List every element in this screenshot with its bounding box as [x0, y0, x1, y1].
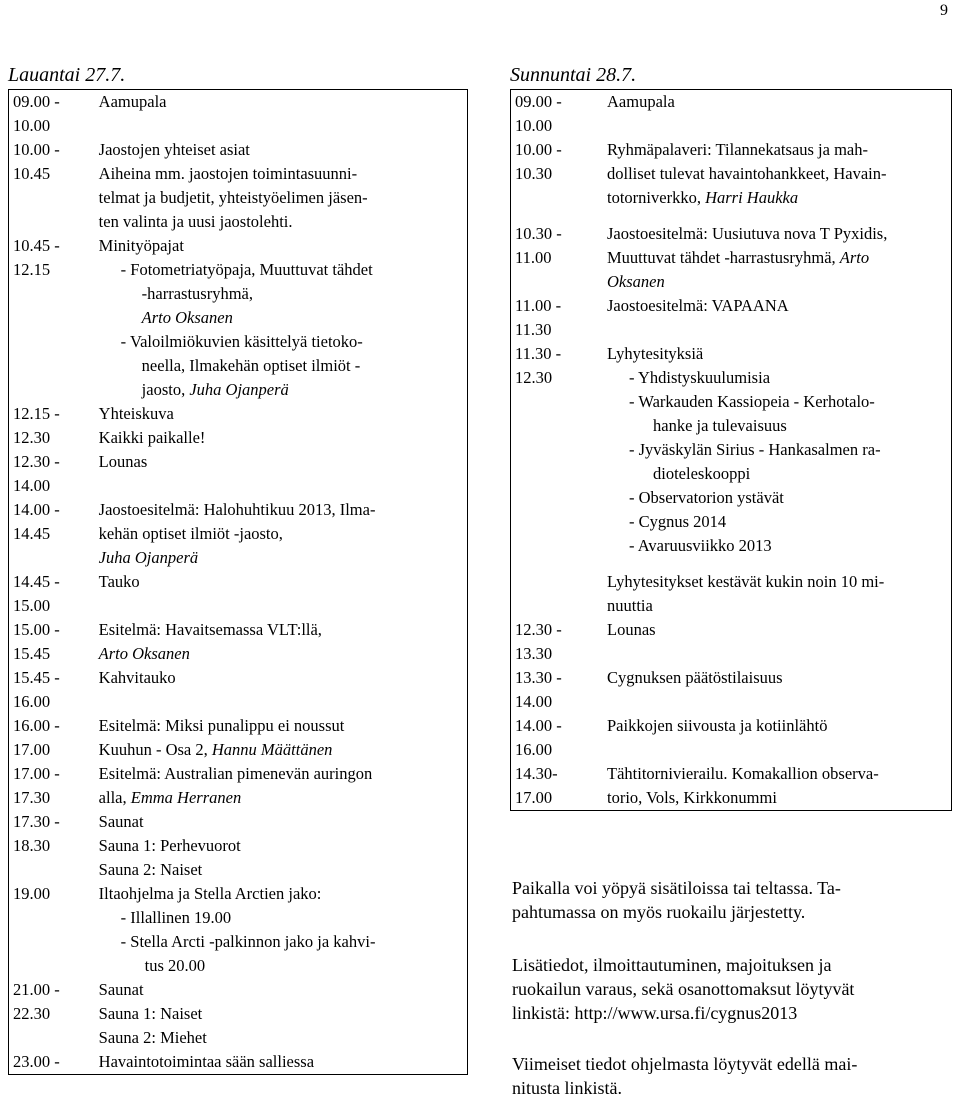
- program-line: Lounas: [98, 452, 148, 471]
- time-cell: 10.00 - 10.30: [515, 140, 562, 183]
- saturday-heading: Lauantai 27.7.: [8, 64, 126, 86]
- sunday-schedule: [510, 63, 955, 811]
- schedule-row: [9, 1050, 468, 1075]
- program-line: Esitelmä: Miksi punalippu ei noussut: [98, 716, 345, 735]
- schedule-row: [9, 90, 468, 139]
- program-cell: [95, 498, 468, 570]
- program-line: - Observatorion ystävät: [629, 488, 784, 507]
- schedule-row: [511, 138, 952, 222]
- time-cell: 13.30 - 14.00: [515, 668, 562, 711]
- speaker-name: Hannu Määttänen: [211, 740, 333, 759]
- schedule-row: [9, 570, 468, 618]
- program-text: Kuuhun - Osa 2,: [98, 740, 212, 759]
- time-cell: 17.00 - 17.30: [13, 764, 60, 807]
- time-cell: 09.00 - 10.00: [515, 92, 562, 135]
- program-line: Minityöpajat: [98, 236, 184, 255]
- program-cell: [95, 450, 468, 498]
- time-cell: 14.30- 17.00: [515, 764, 558, 807]
- note-text: Lisätiedot, ilmoittautuminen, majoituksen ja ruokailun varaus, sekä osanottomaksut löytyvät linkistä: http://www.ursa.fi/cygnus2013: [512, 955, 855, 1023]
- time-cell: 10.30 - 11.00: [515, 224, 562, 267]
- time-cell: 15.00 - 15.45: [13, 620, 60, 663]
- program-line: Tauko: [98, 572, 140, 591]
- note-text: Paikalla voi yöpyä sisätiloissa tai teltassa. Ta- pahtumassa on myös ruokailu järjestetty.: [512, 878, 841, 922]
- program-cell: [603, 294, 952, 342]
- program-line: Jaostoesitelmä: VAPAANA: [607, 296, 789, 315]
- program-cell: [603, 90, 952, 139]
- time-cell: 17.30 - 18.30: [13, 812, 60, 855]
- time-cell: 11.00 - 11.30: [515, 296, 562, 339]
- program-line: Lounas: [607, 620, 656, 639]
- program-line: Jaostoesitelmä: Uusiutuva nova T Pyxidis,: [607, 224, 888, 243]
- time-cell: 14.00 - 16.00: [515, 716, 562, 759]
- program-line: Sauna 1: Perhevuorot: [98, 836, 241, 855]
- program-line: ten valinta ja uusi jaostolehti.: [98, 212, 293, 231]
- program-text: totorniverkko,: [607, 188, 706, 207]
- program-cell: [95, 714, 468, 762]
- program-line: Arto Oksanen: [141, 308, 233, 327]
- program-line: Esitelmä: Australian pimenevän auringon: [98, 764, 373, 783]
- program-cell: [603, 762, 952, 811]
- note-text: Viimeiset tiedot ohjelmasta löytyvät edellä mai- nitusta linkistä.: [512, 1054, 858, 1098]
- time-cell: 21.00 - 22.30: [13, 980, 60, 1023]
- schedule-row: [9, 498, 468, 570]
- note-registration: [512, 953, 942, 1025]
- program-line: - Avaruusviikko 2013: [629, 536, 772, 555]
- program-line: Aamupala: [98, 92, 167, 111]
- program-line: - Yhdistyskuulumisia: [629, 368, 771, 387]
- program-line: - Stella Arcti -palkinnon jako ja kahvi-: [120, 932, 376, 951]
- program-cell: [603, 618, 952, 666]
- program-line: [99, 378, 463, 402]
- program-line: Kahvitauko: [98, 668, 176, 687]
- schedule-row: [9, 234, 468, 402]
- schedule-row: [511, 762, 952, 811]
- program-line: Sauna 1: Naiset: [98, 1004, 203, 1023]
- schedule-row: [511, 90, 952, 139]
- program-line: nuuttia: [607, 596, 653, 615]
- program-line: Jaostojen yhteiset asiat: [98, 140, 250, 159]
- program-line: Oksanen: [607, 272, 665, 291]
- program-line: telmat ja budjetit, yhteistyöelimen jäsen-: [98, 188, 368, 207]
- program-cell: [603, 138, 952, 222]
- time-cell: 19.00: [13, 884, 51, 903]
- program-line: Saunat: [98, 812, 144, 831]
- program-line: Aiheina mm. jaostojen toimintasuunni-: [98, 164, 358, 183]
- schedule-row: [511, 342, 952, 618]
- program-line: - Cygnus 2014: [629, 512, 727, 531]
- program-cell: [95, 882, 468, 978]
- page-number: 9: [940, 2, 948, 19]
- program-line: Lyhytesitykset kestävät kukin noin 10 mi-: [607, 572, 885, 591]
- spacer: [607, 210, 947, 222]
- program-line: - Jyväskylän Sirius - Hankasalmen ra-: [629, 440, 881, 459]
- sunday-table: [510, 89, 952, 811]
- time-cell: 15.45 - 16.00: [13, 668, 60, 711]
- schedule-row: [9, 882, 468, 978]
- schedule-row: [9, 450, 468, 498]
- time-cell: 23.00 -: [13, 1052, 60, 1071]
- program-line: [607, 246, 947, 270]
- program-line: [99, 738, 463, 762]
- time-cell: 12.15 - 12.30: [13, 404, 60, 447]
- program-line: Havaintotoimintaa sään salliessa: [98, 1052, 315, 1071]
- program-line: Saunat: [98, 980, 144, 999]
- spacer: [607, 558, 947, 570]
- speaker-name: Arto: [839, 248, 870, 267]
- program-cell: [95, 810, 468, 882]
- program-cell: [95, 666, 468, 714]
- sunday-heading: Sunnuntai 28.7.: [510, 64, 637, 86]
- program-line: - Valoilmiökuvien käsittelyä tietoko-: [120, 332, 363, 351]
- schedule-row: [9, 666, 468, 714]
- program-line: Jaostoesitelmä: Halohuhtikuu 2013, Ilma-: [98, 500, 376, 519]
- program-cell: [95, 978, 468, 1050]
- schedule-row: [511, 618, 952, 666]
- schedule-row: [9, 762, 468, 810]
- schedule-row: [9, 978, 468, 1050]
- program-cell: [95, 234, 468, 402]
- program-text: alla,: [98, 788, 131, 807]
- program-line: Esitelmä: Havaitsemassa VLT:llä,: [98, 620, 322, 639]
- program-line: Ryhmäpalaveri: Tilannekatsaus ja mah-: [607, 140, 868, 159]
- time-cell: 10.00 - 10.45: [13, 140, 60, 183]
- program-cell: [603, 342, 952, 618]
- program-line: [99, 786, 463, 810]
- program-cell: [95, 402, 468, 450]
- program-line: Kaikki paikalle!: [98, 428, 206, 447]
- program-line: [607, 186, 947, 210]
- schedule-row: [511, 222, 952, 294]
- program-line: Yhteiskuva: [98, 404, 174, 423]
- saturday-table: [8, 89, 468, 1075]
- schedule-row: [511, 294, 952, 342]
- schedule-row: [9, 138, 468, 234]
- program-line: torio, Vols, Kirkkonummi: [607, 788, 777, 807]
- schedule-row: [511, 714, 952, 762]
- schedule-row: [9, 618, 468, 666]
- time-cell: 14.45 - 15.00: [13, 572, 60, 615]
- program-line: kehän optiset ilmiöt -jaosto,: [98, 524, 283, 543]
- program-line: Sauna 2: Naiset: [98, 860, 203, 879]
- schedule-row: [9, 810, 468, 882]
- speaker-name: Harri Haukka: [705, 188, 799, 207]
- program-line: neella, Ilmakehän optiset ilmiöt -: [141, 356, 361, 375]
- saturday-schedule: [8, 63, 468, 1075]
- program-line: Tähtitornivierailu. Komakallion observa-: [607, 764, 879, 783]
- program-cell: [95, 138, 468, 234]
- program-text: jaosto,: [141, 380, 190, 399]
- program-cell: [95, 618, 468, 666]
- program-line: dioteleskooppi: [653, 464, 751, 483]
- schedule-row: [9, 714, 468, 762]
- program-line: Juha Ojanperä: [98, 548, 199, 567]
- program-cell: [95, 1050, 468, 1075]
- program-text: Muuttuvat tähdet -harrastusryhmä,: [607, 248, 840, 267]
- speaker-name: Juha Ojanperä: [189, 380, 289, 399]
- program-line: Iltaohjelma ja Stella Arctien jako:: [98, 884, 322, 903]
- note-accommodation: [512, 876, 942, 924]
- schedule-row: [511, 666, 952, 714]
- time-cell: 10.45 - 12.15: [13, 236, 60, 279]
- program-cell: [603, 714, 952, 762]
- note-latest-info: [512, 1052, 942, 1100]
- program-line: - Illallinen 19.00: [120, 908, 232, 927]
- time-cell: 12.30 - 14.00: [13, 452, 60, 495]
- program-line: Paikkojen siivousta ja kotiinlähtö: [607, 716, 828, 735]
- program-line: tus 20.00: [144, 956, 206, 975]
- program-line: - Fotometriatyöpaja, Muuttuvat tähdet: [120, 260, 373, 279]
- program-cell: [95, 570, 468, 618]
- time-cell: 14.00 - 14.45: [13, 500, 60, 543]
- time-cell: 16.00 - 17.00: [13, 716, 60, 759]
- program-line: Sauna 2: Miehet: [98, 1028, 207, 1047]
- program-line: Aamupala: [607, 92, 675, 111]
- program-cell: [95, 762, 468, 810]
- program-line: Lyhytesityksiä: [607, 344, 704, 363]
- program-line: dolliset tulevat havaintohankkeet, Havain-: [607, 164, 887, 183]
- program-line: -harrastusryhmä,: [141, 284, 254, 303]
- speaker-name: Emma Herranen: [130, 788, 242, 807]
- program-line: Arto Oksanen: [98, 644, 190, 663]
- program-line: Cygnuksen päätöstilaisuus: [607, 668, 783, 687]
- program-cell: [95, 90, 468, 139]
- program-cell: [603, 222, 952, 294]
- program-cell: [603, 666, 952, 714]
- time-cell: 11.30 - 12.30: [515, 344, 562, 387]
- program-line: hanke ja tulevaisuus: [653, 416, 787, 435]
- program-line: - Warkauden Kassiopeia - Kerhotalo-: [629, 392, 875, 411]
- time-cell: 12.30 - 13.30: [515, 620, 562, 663]
- schedule-row: [9, 402, 468, 450]
- time-cell: 09.00 - 10.00: [13, 92, 60, 135]
